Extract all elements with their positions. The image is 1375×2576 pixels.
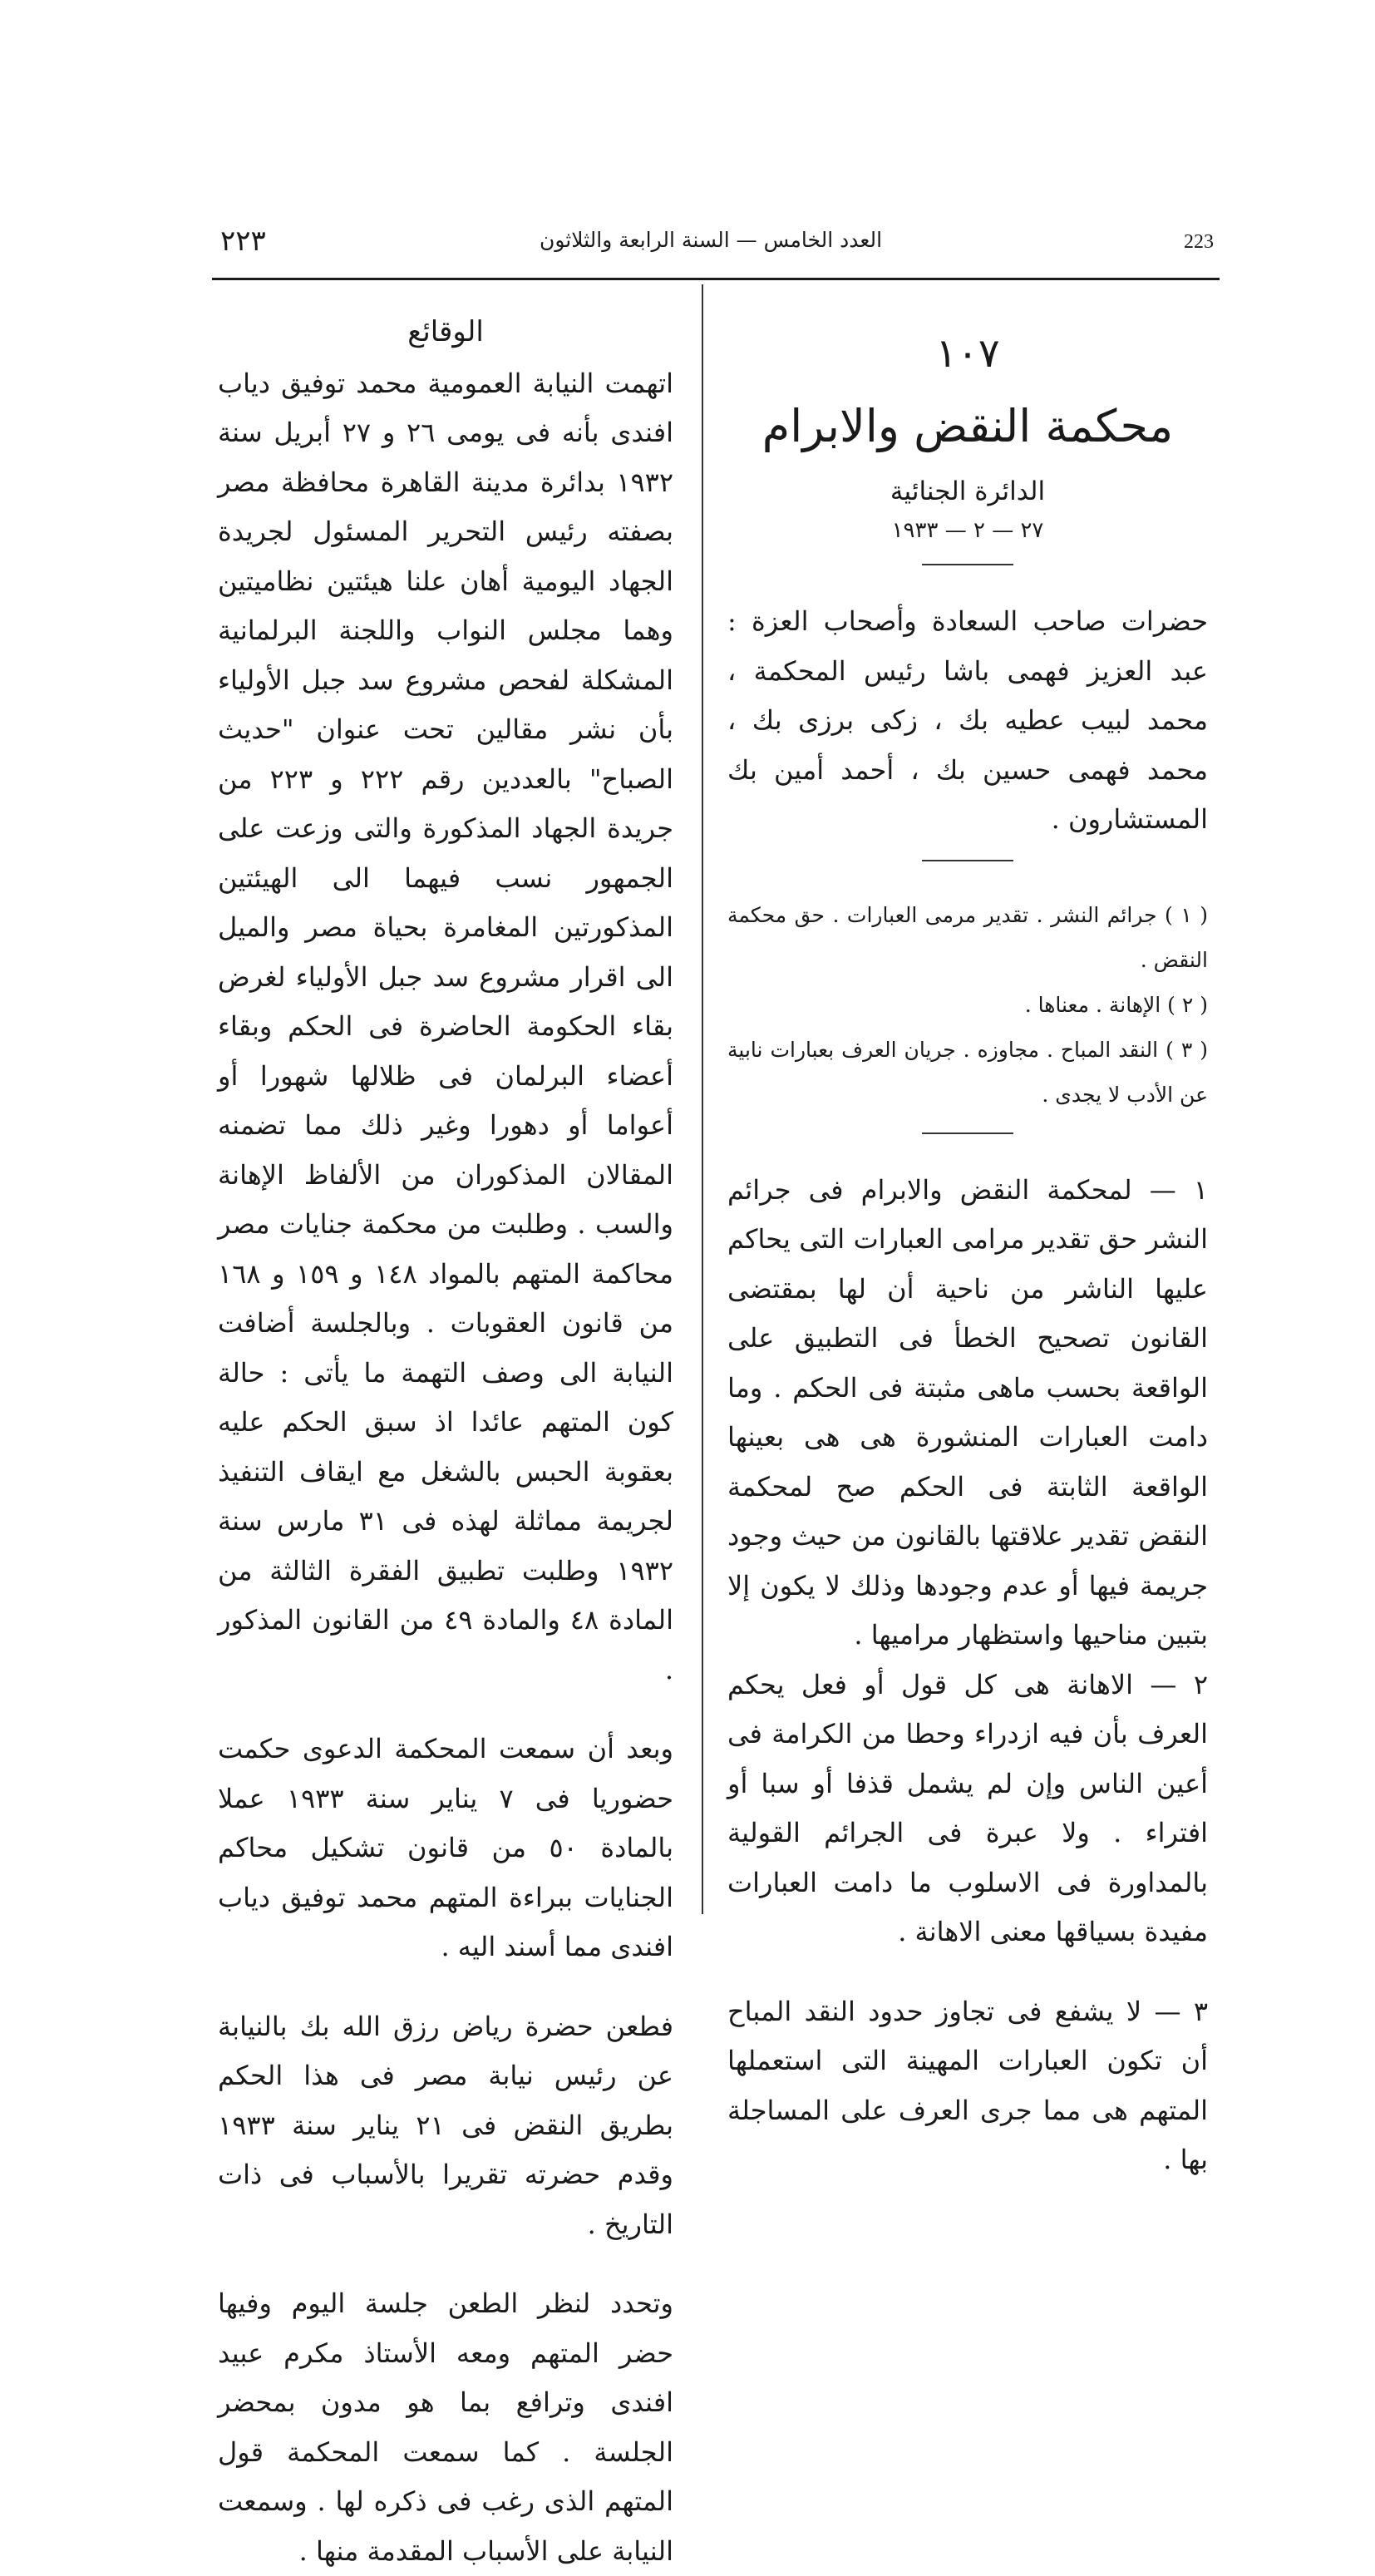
separator-rule xyxy=(922,860,1013,861)
headnote: ( ٣ ) النقد المباح . مجاوزه . جريان العرف بعبارات نابية عن الأدب لا يجدى . xyxy=(727,1037,1208,1107)
page-number-latin: 223 xyxy=(1184,231,1214,253)
judgment-column xyxy=(727,308,1208,2185)
page-header xyxy=(212,225,1220,266)
legal-principle: ٣ — لا يشفع فى تجاوز حدود النقد المباح أن تكون العبارات المهينة التى استعملها المتهم هى مما جرى العرف على المساجلة بها . xyxy=(727,1995,1208,2175)
headnote: ( ٢ ) الإهانة . معناها . xyxy=(1024,992,1208,1017)
judgment-date: ٢٧ — ٢ — ١٩٣٣ xyxy=(891,518,1044,543)
column-divider xyxy=(702,284,703,1914)
facts-heading: الوقائع xyxy=(407,315,484,348)
facts-paragraph: وتحدد لنظر الطعن جلسة اليوم وفيها حضر المتهم ومعه الأستاذ مكرم عبيد افندى وترافع بما هو مدون بمحضر الجلسة . كما سمعت المحكمة قول المتهم الذى رغب فى ذكره لها . وسمعت النيابة على الأسباب المقدمة منها . xyxy=(218,2287,673,2567)
case-number: ١٠٧ xyxy=(935,330,1000,377)
separator-rule xyxy=(922,564,1013,565)
court-name: محكمة النقض والابرام xyxy=(761,400,1174,452)
legal-principle: ٢ — الاهانة هى كل قول أو فعل يحكم العرف بأن فيه ازدراء وحطا من الكرامة فى أعين الناس وإن لم يشمل قذفا أو سبا أو افتراء . ولا عبرة فى الجرائم القولية بالمداورة فى الاسلوب ما دامت العبارات مفيدة بسياقها معنى الاهانة . xyxy=(727,1668,1208,1947)
running-head: العدد الخامس — السنة الرابعة والثلاثون xyxy=(539,228,883,252)
facts-column xyxy=(218,308,673,2576)
chamber-name: الدائرة الجنائية xyxy=(890,476,1046,506)
separator-rule xyxy=(922,1133,1013,1134)
bench-attendance: حضرات صاحب السعادة وأصحاب العزة : عبد العزيز فهمى باشا رئيس المحكمة ، محمد لبيب عطيه بك ، زكى برزى بك ، محمد فهمى حسين بك ، أحمد أمين بك المستشارون . xyxy=(727,605,1208,835)
headnote: ( ١ ) جرائم النشر . تقدير مرمى العبارات . حق محكمة النقض . xyxy=(727,902,1208,972)
facts-paragraph: وبعد أن سمعت المحكمة الدعوى حكمت حضوريا فى ٧ يناير سنة ١٩٣٣ عملا بالمادة ٥٠ من قانون تشكيل محاكم الجنايات ببراءة المتهم محمد توفيق دياب افندى مما أسند اليه . xyxy=(218,1733,674,1962)
page-number-arabic: ٢٢٣ xyxy=(220,225,266,258)
facts-paragraph: فطعن حضرة رياض رزق الله بك بالنيابة عن رئيس نيابة مصر فى هذا الحكم بطريق النقض فى ٢١ يناير سنة ١٩٣٣ وقدم حضرته تقريرا بالأسباب فى ذات التاريخ . xyxy=(218,2010,674,2240)
legal-principle: ١ — لمحكمة النقض والابرام فى جرائم النشر حق تقدير مرامى العبارات التى يحاكم عليها الناشر من ناحية أن لها بمقتضى القانون تصحيح الخطأ فى التطبيق على الواقعة بحسب ماهى مثبتة فى الحكم . وما دامت العبارات المنشورة هى هى بعينها الواقعة الثابتة فى الحكم صح لمحكمة النقض تقدير علاقتها بالقانون من حيث وجود جريمة فيها أو عدم وجودها وذلك لا يكون إلا بتبين مناحيها واستظهار مراميها . xyxy=(727,1173,1208,1651)
facts-paragraph: اتهمت النيابة العمومية محمد توفيق دياب افندى بأنه فى يومى ٢٦ و ٢٧ أبريل سنة ١٩٣٢ بدائرة مدينة القاهرة محافظة مصر بصفته رئيس التحرير المسئول لجريدة الجهاد اليومية أهان علنا هيئتين نظاميتين وهما مجلس النواب واللجنة البرلمانية المشكلة لفحص مشروع سد جبل الأولياء بأن نشر مقالين تحت عنوان "حديث الصباح" بالعددين رقم ٢٢٢ و ٢٢٣ من جريدة الجهاد المذكورة والتى وزعت على الجمهور نسب فيهما الى الهيئتين المذكورتين المغامرة بحياة مصر والميل الى اقرار مشروع سد جبل الأولياء لغرض بقاء الحكومة الحاضرة فى الحكم وبقاء أعضاء البرلمان فى ظلالها شهورا أو أعواما أو دهورا وغير ذلك مما تضمنه المقالان المذكوران من الألفاظ الإهانة والسب . وطلبت من محكمة جنايات مصر محاكمة المتهم بالمواد ١٤٨ و ١٥٩ و ١٦٨ من قانون العقوبات . وبالجلسة أضافت النيابة الى وصف التهمة ما يأتى : حالة كون المتهم عائدا اذ سبق الحكم عليه بعقوبة الحبس بالشغل مع ايقاف التنفيذ لجريمة مماثلة لهذه فى ٣١ مارس سنة ١٩٣٢ وطلبت تطبيق الفقرة الثالثة من المادة ٤٨ والمادة ٤٩ من القانون المذكور . xyxy=(218,367,674,1685)
header-rule xyxy=(212,278,1220,280)
